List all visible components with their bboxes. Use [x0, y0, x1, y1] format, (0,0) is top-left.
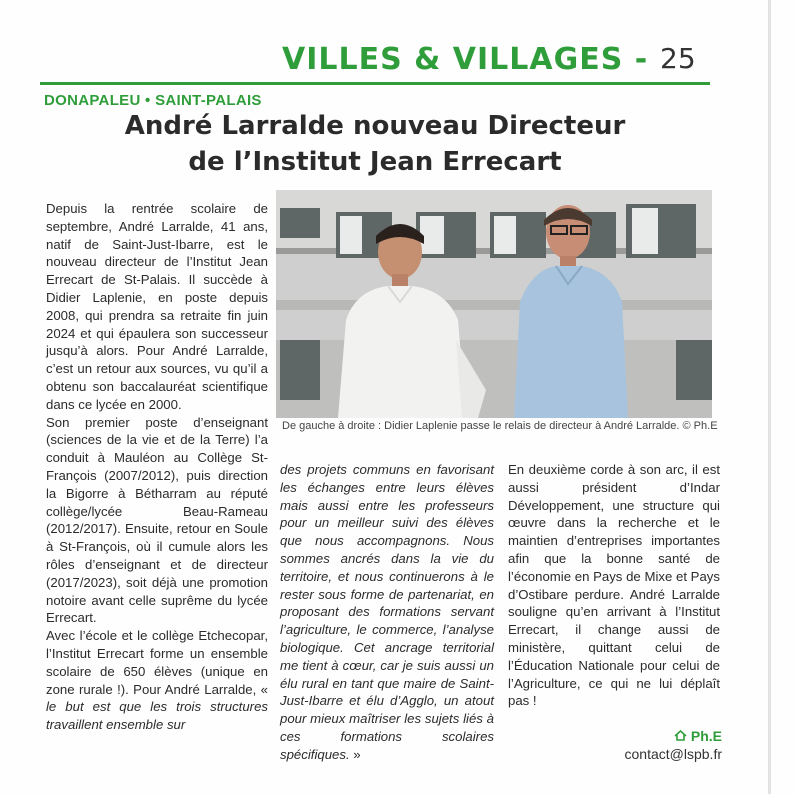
contact-email[interactable]: contact@lspb.fr — [624, 746, 722, 762]
page-edge — [768, 0, 771, 794]
header-rule — [40, 82, 710, 85]
paragraph-intro: Depuis la rentrée scolaire de septembre, André Larralde, 41 ans, natif de Saint-Just-Ibarre, est le nouveau directeur de l’Institut Jean Errecart de St-Palais. Il succède à Didier Laplenie, en poste depuis 2008, qui prendra sa retraite fin juin 2024 et qui épaulera son successeur jusqu’à alors. Pour André Larralde, c’est un retour aux sources, vu qu’il a obtenu son baccalauréat scientifique dans ce lycée en 2000. — [46, 201, 268, 412]
photo-illustration — [276, 190, 712, 418]
signature-text: Ph.E — [690, 728, 722, 744]
headline-line-1: André Larralde nouveau Directeur — [124, 111, 626, 141]
article-headline — [40, 108, 710, 180]
article-photo — [276, 190, 712, 418]
section-title: VILLES & VILLAGES - — [282, 42, 649, 77]
headline-line-2: de l’Institut Jean Errecart — [188, 147, 562, 177]
page-number: 25 — [660, 42, 696, 75]
quote-end: » — [349, 746, 361, 762]
locality-label: DONAPALEU • SAINT-PALAIS — [44, 92, 262, 109]
article-column-3 — [508, 461, 720, 710]
author-signature — [640, 728, 722, 744]
paragraph-institution-text: Avec l’école et le collège Etchecopar, l’Institut Errecart forme un ensemble scolaire de 650 élèves (unique en zone rurale !). Pour André Larralde, « — [46, 628, 268, 697]
quote-body: des projets communs en favorisant les échanges entre leurs élèves mais aussi entre les professeurs pour un meilleur suivi des élèves que nous accompagnons. Nous sommes ancrés dans la vie du territoire, et nous continuerons à le rester sous forme de partenariat, en proposant des formations servant l’agriculture, le commerce, l’analyse biologique. Cet ancrage territorial me tient à cœur, car je suis aussi un élu rural en tant que maire de Saint-Just-Ibarre et élu d’Agglo, un atout pour mieux maîtriser les sujets liés à ces formations scolaires spécifiques. — [280, 462, 494, 762]
article-column-2 — [280, 461, 494, 764]
paragraph-indar: En deuxième corde à son arc, il est aussi président d’Indar Développement, une structure qui œuvre dans la recherche et le maintien d’entreprises importantes afin que la bonne santé de l’économie en Pays de Mixe et Pays d’Ostibare perdure. André Larralde souligne qu’en arrivant à l’Institut Errecart, il change aussi de ministère, quittant celui de l’Éducation Nationale pour celui de l’Agriculture, ce qui ne lui déplaît pas ! — [508, 462, 720, 709]
paragraph-career: Son premier poste d’enseignant (sciences de la vie et de la Terre) l’a conduit à Mauléon au Collège St-François (2007/2012), puis direction la Bigorre à Bétharram au réputé collège/lycée Beau-Rameau (2012/2017). Ensuite, retour en Soule à St-François, où il cumule alors les rôles d’enseignant et de directeur (2017/2023), soit déjà une promotion notoire avant celle suprême du lycée Errecart. — [46, 414, 268, 626]
paragraph-quote — [280, 461, 494, 764]
quote-start: le but est que les trois structures travaillent ensemble sur — [46, 699, 268, 733]
photo-caption: De gauche à droite : Didier Laplenie passe le relais de directeur à André Larralde. © Ph.E — [282, 420, 718, 432]
paragraph-institution — [46, 627, 268, 734]
article-column-1 — [46, 200, 268, 734]
home-icon — [674, 728, 687, 744]
